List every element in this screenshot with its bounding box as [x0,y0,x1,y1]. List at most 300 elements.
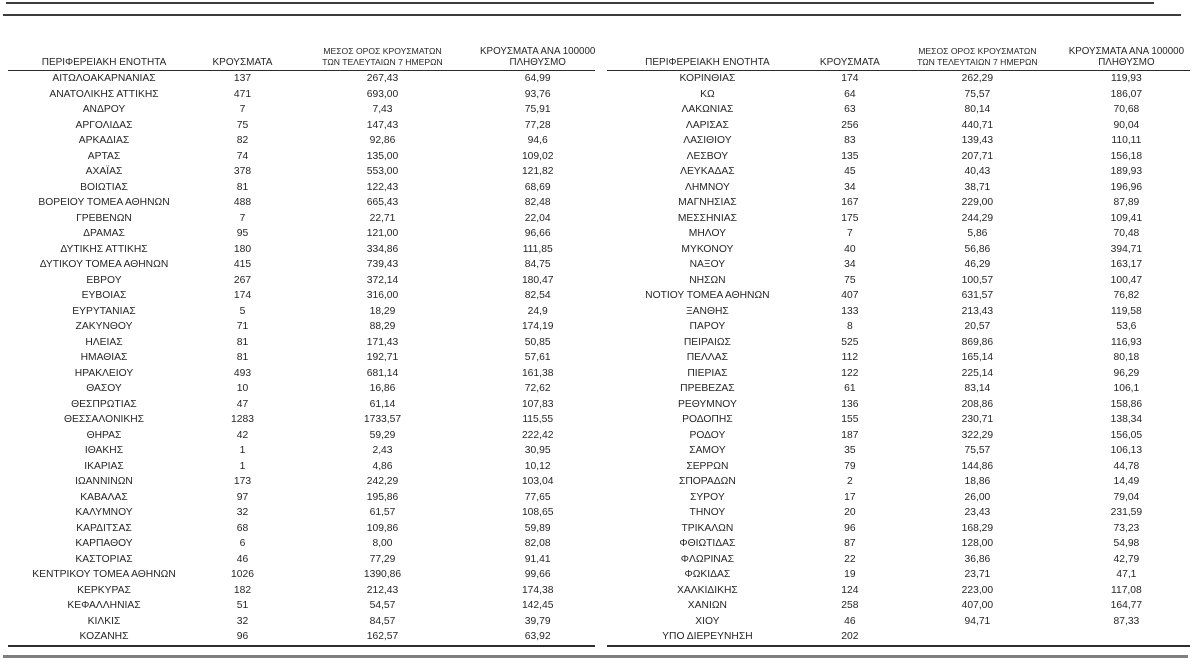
table-row [607,335,1190,351]
region-cell: ΜΕΣΣΗΝΙΑΣ [677,212,737,224]
region-cell: ΠΙΕΡΙΑΣ [687,367,728,379]
table-row [607,536,1190,552]
region-cell: ΚΑΒΑΛΑΣ [80,491,128,503]
avg7-cell: 100,57 [961,274,994,286]
table-row [8,149,595,165]
table-row [607,102,1190,118]
per100k-cell: 50,85 [524,336,551,348]
table-row [607,180,1190,196]
cases-cell: 136 [841,398,859,410]
table-row [607,149,1190,165]
per100k-cell: 10,12 [524,460,551,472]
per100k-cell: 174,19 [521,321,554,332]
per100k-cell: 164,77 [1110,600,1143,611]
cases-cell: 81 [236,181,249,193]
region-cell: ΣΠΟΡΑΔΩΝ [678,476,736,487]
avg7-cell: 122,43 [366,181,399,193]
avg7-cell: 631,57 [961,290,994,301]
region-cell: ΕΥΡΥΤΑΝΙΑΣ [72,305,136,317]
per100k-cell: 96,29 [1113,367,1140,379]
table-row [607,552,1190,568]
per100k-cell: 79,04 [1113,491,1140,503]
table-row [607,397,1190,413]
cases-cell: 47 [236,398,249,410]
cases-cell: 7 [239,212,246,224]
cases-cell: 2 [847,476,853,487]
cases-cell: 7 [847,228,853,239]
avg7-cell: 26,00 [964,491,991,503]
cases-cell: 96 [236,631,249,642]
column-header-avg7-line2: ΤΩΝ ΤΕΛΕΥΤΑΙΩΝ 7 ΗΜΕΡΩΝ [917,57,1038,67]
per100k-cell: 82,48 [524,197,551,208]
per100k-cell: 100,47 [1110,274,1143,286]
avg7-cell: 223,00 [961,584,994,596]
per100k-cell: 196,96 [1110,181,1143,193]
table-row [607,242,1190,258]
table-header [8,34,595,71]
avg7-cell: 18,86 [964,476,991,487]
avg7-cell: 407,00 [961,600,994,611]
table-row [8,335,595,351]
table-row [607,412,1190,428]
per100k-cell: 82,54 [524,290,551,301]
cases-cell: 7 [239,104,246,115]
column-header-per100k-line2: ΠΛΗΘΥΣΜΟ [1098,57,1155,68]
per100k-cell: 222,42 [521,429,554,441]
region-cell: ΔΥΤΙΚΗΣ ΑΤΤΙΚΗΣ [60,243,148,255]
table-row [8,490,595,506]
region-cell: ΘΕΣΠΡΩΤΙΑΣ [71,398,137,410]
per100k-cell: 44,78 [1113,460,1140,472]
region-cell: ΚΟΖΑΝΗΣ [79,631,129,642]
per100k-cell: 186,07 [1110,88,1143,100]
table-row [8,521,595,537]
cases-cell: 79 [844,460,856,472]
table-row [8,211,595,227]
table-row [8,350,595,366]
table-row [8,552,595,568]
avg7-cell: 16,86 [369,383,396,394]
region-cell: ΝΗΣΩΝ [689,274,726,286]
table-row [8,304,595,320]
avg7-cell: 192,71 [366,352,399,363]
region-cell: ΚΩ [700,88,715,100]
avg7-cell: 109,86 [366,522,399,534]
region-cell: ΛΗΜΝΟΥ [684,181,730,193]
region-cell: ΚΕΝΤΡΙΚΟΥ ΤΟΜΕΑ ΑΘΗΝΩΝ [32,569,176,580]
cases-cell: 174 [841,73,859,84]
table-row [607,133,1190,149]
avg7-cell: 372,14 [366,274,399,286]
cases-cell: 187 [841,429,859,441]
region-cell: ΧΙΟΥ [695,615,720,627]
avg7-cell: 84,57 [369,615,396,627]
table-row [607,71,1190,87]
column-header-per100k-line2: ΠΛΗΘΥΣΜΟ [509,57,566,68]
per100k-cell: 70,48 [1113,228,1140,239]
per100k-cell: 82,08 [524,538,551,549]
region-cell: ΦΛΩΡΙΝΑΣ [680,553,734,565]
region-cell: ΣΕΡΡΩΝ [686,460,729,472]
region-cell: ΒΟΙΩΤΙΑΣ [80,181,128,193]
avg7-cell: 75,57 [964,445,991,456]
per100k-cell: 68,69 [524,181,551,193]
avg7-cell: 267,43 [366,73,399,84]
region-cell: ΚΟΡΙΝΘΙΑΣ [679,73,736,84]
region-cell: ΔΡΑΜΑΣ [83,228,125,239]
region-cell: ΜΥΚΟΝΟΥ [681,243,734,255]
per100k-cell: 54,98 [1113,538,1140,549]
table-row [8,87,595,103]
header-row [8,34,595,71]
table-row [8,257,595,273]
region-cell: ΜΗΛΟΥ [688,228,726,239]
avg7-cell: 80,14 [964,104,991,115]
avg7-cell: 739,43 [366,259,399,270]
cases-cell: 75 [236,119,249,131]
per100k-cell: 138,34 [1110,414,1143,425]
cases-cell: 155 [841,414,859,425]
table-row [8,195,595,211]
per100k-cell: 47,1 [1116,569,1137,580]
avg7-cell: 144,86 [961,460,994,472]
header-row [607,34,1190,71]
per100k-cell: 189,93 [1110,166,1143,177]
cases-cell: 493 [233,367,252,379]
avg7-cell: 195,86 [366,491,399,503]
per100k-cell: 14,49 [1113,476,1140,487]
cases-cell: 87 [844,538,856,549]
region-cell: ΝΑΞΟΥ [689,259,726,270]
avg7-cell: 334,86 [366,243,399,255]
top-rule-primary [6,2,1154,4]
column-header-region: ΠΕΡΙΦΕΡΕΙΑΚΗ ΕΝΟΤΗΤΑ [607,34,807,71]
table-row [607,614,1190,630]
region-cell: ΔΥΤΙΚΟΥ ΤΟΜΕΑ ΑΘΗΝΩΝ [39,259,169,270]
region-cell: ΑΡΓΟΛΙΔΑΣ [75,119,133,131]
avg7-cell: 22,71 [369,212,396,224]
region-cell: ΑΡΤΑΣ [87,150,121,162]
region-cell: ΑΝΔΡΟΥ [82,104,126,115]
region-cell: ΑΡΚΑΔΙΑΣ [78,135,130,146]
table-row [607,257,1190,273]
cases-cell: 97 [236,491,249,503]
cases-cell: 68 [236,522,249,534]
cases-cell: 35 [844,445,856,456]
per100k-cell: 73,23 [1113,522,1140,534]
region-cell: ΡΟΔΟΥ [689,429,726,441]
avg7-cell: 121,00 [366,228,399,239]
cases-cell: 81 [236,352,249,363]
cases-cell: 174 [233,290,252,301]
avg7-cell: 54,57 [369,600,396,611]
region-cell: ΕΒΡΟΥ [86,274,122,286]
region-cell: ΙΘΑΚΗΣ [84,445,124,456]
per100k-cell: 107,83 [521,398,554,410]
region-cell: ΠΡΕΒΕΖΑΣ [680,383,735,394]
table-row [8,629,595,646]
avg7-cell: 693,00 [366,88,399,100]
region-cell: ΘΗΡΑΣ [86,429,122,441]
region-cell: ΤΗΝΟΥ [689,507,726,518]
cases-cell: 167 [841,197,859,208]
cases-cell: 17 [844,491,856,503]
avg7-cell: 225,14 [961,367,994,379]
cases-cell: 258 [841,600,859,611]
per100k-cell: 174,38 [521,584,554,596]
per100k-cell: 156,05 [1110,429,1143,441]
table-row [8,118,595,134]
avg7-cell: 40,43 [964,166,991,177]
avg7-cell: 128,00 [961,538,994,549]
cases-cell: 1 [239,460,246,472]
table-row [607,474,1190,490]
per100k-cell: 94,6 [527,135,548,146]
table-row [607,443,1190,459]
cases-cell: 5 [239,305,246,317]
table-row [8,583,595,599]
avg7-cell: 1390,86 [363,569,402,580]
per100k-cell: 75,91 [524,104,551,115]
per100k-cell: 180,47 [521,274,554,286]
table-row [607,629,1190,646]
region-cell: ΕΥΒΟΙΑΣ [81,290,127,301]
column-header-avg7 [892,34,1062,71]
table-row [8,242,595,258]
cases-cell: 20 [844,507,856,518]
per100k-cell: 158,86 [1110,398,1143,410]
region-cell: ΗΡΑΚΛΕΙΟΥ [74,367,134,379]
avg7-cell: 61,14 [369,398,396,410]
cases-cell: 10 [236,383,249,394]
cases-cell: 135 [841,150,859,162]
table-row [8,598,595,614]
per100k-cell: 84,75 [524,259,551,270]
avg7-cell: 20,57 [964,321,991,332]
per100k-cell: 111,85 [522,243,553,255]
table-row [607,350,1190,366]
cases-cell: 175 [841,212,859,224]
avg7-cell: 23,43 [964,507,991,518]
avg7-cell: 83,14 [964,383,991,394]
region-cell: ΠΕΛΛΑΣ [686,352,729,363]
table-row [607,118,1190,134]
table-row [8,428,595,444]
column-header-cases: ΚΡΟΥΣΜΑΤΑ [200,34,285,71]
per100k-cell: 161,38 [521,367,554,379]
table-header [607,34,1190,71]
cases-cell: 51 [236,600,249,611]
region-cell: ΚΑΡΔΙΤΣΑΣ [76,522,132,534]
per100k-cell: 231,59 [1110,507,1143,518]
region-cell: ΛΕΣΒΟΥ [686,150,729,162]
table-row [8,288,595,304]
avg7-cell: 244,29 [961,212,994,224]
table-row [8,614,595,630]
avg7-cell: 8,00 [372,538,393,549]
region-cell: ΦΘΙΩΤΙΔΑΣ [679,538,736,549]
cases-cell: 64 [844,88,856,100]
cases-cell: 415 [233,259,252,270]
table-row [8,164,595,180]
region-cell: ΚΕΦΑΛΛΗΝΙΑΣ [67,600,141,611]
avg7-cell: 139,43 [961,135,994,146]
region-cell: ΠΑΡΟΥ [689,321,726,332]
cases-cell: 267 [233,274,252,286]
avg7-cell: 61,57 [369,507,396,518]
cases-cell: 63 [844,104,856,115]
per100k-cell: 142,45 [521,600,554,611]
region-cell: ΗΜΑΘΙΑΣ [80,352,128,363]
region-cell: ΝΟΤΙΟΥ ΤΟΜΕΑ ΑΘΗΝΩΝ [645,290,770,301]
avg7-cell: 75,57 [964,88,991,100]
avg7-cell: 36,86 [964,553,991,565]
cases-cell: 46 [844,615,856,627]
per100k-cell: 24,9 [527,305,548,317]
cases-cell: 378 [233,166,252,177]
cases-cell: 256 [841,119,859,131]
table-row [607,319,1190,335]
region-cell: ΜΑΓΝΗΣΙΑΣ [678,197,737,208]
table-row [8,397,595,413]
per100k-cell: 109,02 [521,150,554,162]
region-cell: ΛΑΣΙΘΙΟΥ [683,135,732,146]
table-row [8,412,595,428]
avg7-cell: 46,29 [964,259,991,270]
avg7-cell: 23,71 [964,569,991,580]
cases-cell: 61 [844,383,856,394]
per100k-cell: 394,71 [1110,243,1143,255]
table-row [607,490,1190,506]
region-cell: ΛΕΥΚΑΔΑΣ [680,166,735,177]
avg7-cell: 5,86 [967,228,988,239]
table-row [607,381,1190,397]
cases-cell: 471 [233,88,252,100]
per100k-cell: 119,58 [1111,305,1142,317]
cases-cell: 407 [841,290,859,301]
per100k-cell: 106,13 [1110,445,1143,456]
avg7-cell: 4,86 [372,460,393,472]
per100k-cell: 77,28 [524,119,551,131]
cases-cell: 173 [233,476,252,487]
table-row [607,459,1190,475]
region-cell: ΖΑΚΥΝΘΟΥ [75,321,133,332]
per100k-cell: 87,89 [1113,197,1140,208]
cases-cell: 32 [236,615,249,627]
table-row [8,381,595,397]
column-header-per100k-line1: ΚΡΟΥΣΜΑΤΑ ΑΝΑ 100000 [1068,46,1185,57]
table-row [607,521,1190,537]
table-row [8,443,595,459]
table-row [607,583,1190,599]
regional-cases-table-left [8,34,595,647]
per100k-cell: 39,79 [524,615,551,627]
table-row [8,273,595,289]
per100k-cell: 76,82 [1113,290,1140,301]
avg7-cell: 56,86 [964,243,991,255]
region-cell: ΧΑΛΚΙΔΙΚΗΣ [677,584,738,596]
table-row [8,567,595,583]
per100k-cell: 42,79 [1113,553,1140,565]
avg7-cell [892,629,1062,646]
cases-cell: 34 [844,181,856,193]
bottom-rule [3,655,1188,658]
table-row [607,505,1190,521]
table-row [8,226,595,242]
region-cell: ΡΟΔΟΠΗΣ [682,414,733,425]
per100k-cell: 59,89 [524,522,551,534]
column-header-per100k-line1: ΚΡΟΥΣΜΑΤΑ ΑΝΑ 100000 [480,46,596,57]
region-cell: ΑΧΑΪΑΣ [85,166,123,177]
table-row [8,505,595,521]
per100k-cell: 22,04 [524,212,551,224]
avg7-cell: 230,71 [961,414,994,425]
avg7-cell: 681,14 [366,367,399,379]
region-cell: ΞΑΝΘΗΣ [685,305,729,317]
region-cell: ΥΠΟ ΔΙΕΡΕΥΝΗΣΗ [662,631,753,642]
avg7-cell: 135,00 [366,150,399,162]
table-row [607,164,1190,180]
cases-cell: 19 [844,569,856,580]
cases-cell: 137 [233,73,252,84]
cases-cell: 1283 [231,414,254,425]
per100k-cell: 80,18 [1113,352,1140,363]
table-row [607,273,1190,289]
per100k-cell: 77,65 [524,491,551,503]
table-row [607,304,1190,320]
region-cell: ΦΩΚΙΔΑΣ [684,569,731,580]
cases-cell: 46 [236,553,249,565]
cases-cell: 32 [236,507,249,518]
cases-cell: 133 [841,305,859,317]
column-header-avg7-line1: ΜΕΣΟΣ ΟΡΟΣ ΚΡΟΥΣΜΑΤΩΝ [918,46,1037,56]
avg7-cell: 207,71 [961,150,994,162]
region-cell: ΑΙΤΩΛΟΑΚΑΡΝΑΝΙΑΣ [52,73,156,84]
cases-cell: 202 [841,631,859,642]
column-header-per100k [480,34,595,71]
avg7-cell: 2,43 [372,445,393,456]
per100k-cell: 72,62 [524,383,551,394]
region-cell: ΣΥΡΟΥ [690,491,725,503]
table-body [8,71,595,646]
region-cell: ΗΛΕΙΑΣ [85,336,123,348]
table-row [607,288,1190,304]
avg7-cell: 7,43 [372,104,393,115]
per100k-cell: 103,04 [521,476,554,487]
cases-cell: 40 [844,243,856,255]
cases-cell: 34 [844,259,856,270]
region-cell: ΛΑΚΩΝΙΑΣ [681,104,734,115]
region-cell: ΠΕΙΡΑΙΩΣ [683,336,731,348]
per100k-cell: 110,11 [1111,135,1142,146]
cases-cell: 182 [233,584,252,596]
cases-cell: 488 [233,197,252,208]
table-row [607,598,1190,614]
avg7-cell: 213,43 [961,305,994,317]
region-cell: ΙΚΑΡΙΑΣ [84,460,124,472]
per100k-cell: 121,82 [521,166,554,177]
avg7-cell: 322,29 [961,429,994,441]
cases-cell: 96 [844,522,856,534]
per100k-cell: 96,66 [524,228,551,239]
region-cell: ΚΑΛΥΜΝΟΥ [75,507,133,518]
avg7-cell: 869,86 [961,336,994,348]
region-cell: ΚΑΡΠΑΘΟΥ [75,538,133,549]
avg7-cell: 77,29 [369,553,396,565]
table-row [607,87,1190,103]
table-row [8,180,595,196]
region-cell: ΚΕΡΚΥΡΑΣ [77,584,131,596]
